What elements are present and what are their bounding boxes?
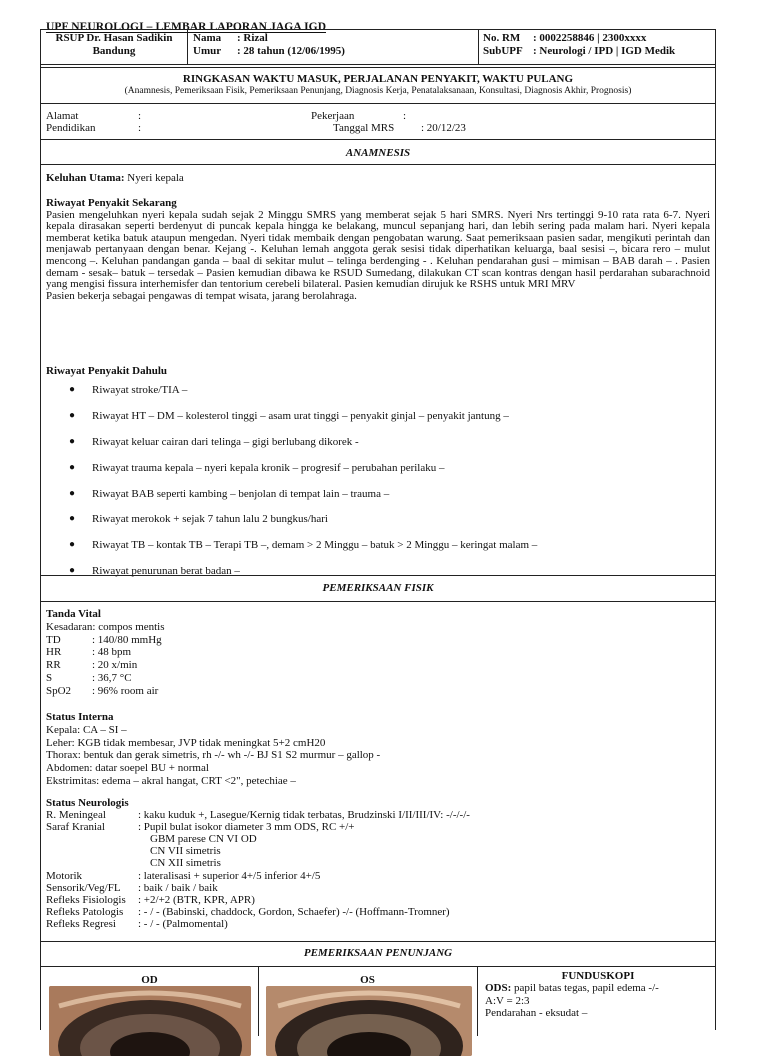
neuro-label: Refleks Regresi — [46, 917, 116, 930]
funduskopi-block — [485, 970, 711, 1019]
pendidikan-value: : — [138, 122, 142, 134]
os-eye-photo — [266, 986, 472, 1056]
anamnesis-heading: ANAMNESIS — [345, 147, 411, 159]
od-label: OD — [141, 974, 158, 986]
vital-label: SpO2 — [46, 684, 72, 697]
vital-value: : 48 bpm — [92, 646, 132, 659]
neuro-label: Saraf Kranial — [46, 821, 105, 834]
tanda-vital — [46, 608, 165, 698]
nama-value: : Rizal — [237, 32, 268, 44]
status-interna — [46, 711, 380, 788]
neuro-row — [46, 918, 470, 930]
list-item — [67, 384, 537, 410]
rps-title: Riwayat Penyakit Sekarang — [46, 197, 177, 209]
vital-row — [46, 659, 165, 672]
vital-value: : 96% room air — [92, 684, 159, 697]
umur-label: Umur — [193, 45, 222, 57]
neuro-value: : baik / baik / baik — [138, 881, 218, 894]
kesadaran: Kesadaran: compos mentis — [46, 620, 165, 633]
bullet-icon: ● — [69, 384, 76, 395]
list-item — [67, 462, 537, 488]
alamat-row — [46, 110, 141, 122]
neuro-label: R. Meningeal — [46, 809, 106, 822]
record-block — [483, 32, 675, 58]
rule — [41, 139, 715, 140]
bullet-icon: ● — [69, 409, 76, 421]
rule — [41, 67, 715, 68]
rpd-item: Riwayat penurunan berat badan – — [92, 565, 240, 578]
fundus-text: papil batas tegas, papil edema -/- — [511, 982, 659, 995]
nama-label: Nama — [193, 32, 222, 44]
report-frame — [40, 29, 716, 1030]
interna-line: Leher: KGB tidak membesar, JVP tidak meningkat 5+2 cmH20 — [46, 736, 326, 749]
vital-value: : 20 x/min — [92, 659, 138, 672]
header-divider-2 — [478, 30, 479, 64]
rpd-item: Riwayat TB – kontak TB – Terapi TB –, demam > 2 Minggu – batuk > 2 Minggu – keringat malam – — [92, 539, 538, 552]
rpd-item: Riwayat trauma kepala – nyeri kepala kronik – progresif – perubahan perilaku – — [92, 461, 445, 474]
rpd-item: Riwayat HT – DM – kolesterol tinggi – asam urat tinggi – penyakit ginjal – penyakit jantung – — [92, 409, 509, 422]
list-item — [67, 513, 537, 539]
vital-label: S — [46, 671, 53, 684]
rule — [41, 941, 715, 942]
mrs-label: Tanggal MRS — [333, 122, 395, 134]
rm-value: : 0002258846 | 2300xxxx — [533, 32, 647, 44]
neuro-row — [46, 857, 470, 869]
neuro-row — [46, 833, 470, 845]
os-label: OS — [360, 974, 375, 986]
rule — [41, 103, 715, 104]
fundus-title: FUNDUSKOPI — [561, 970, 635, 982]
status-neurologis — [46, 797, 470, 930]
bullet-icon: ● — [69, 435, 76, 447]
list-item — [67, 539, 537, 565]
neuro-row — [46, 870, 470, 882]
hospital-line-2: Bandung — [92, 45, 136, 57]
pendidikan-row — [46, 122, 141, 134]
neuro-label: Sensorik/Veg/FL — [46, 881, 121, 894]
bullet-icon: ● — [69, 487, 76, 499]
rpd-item: Riwayat stroke/TIA – — [92, 384, 188, 396]
mrs-value: : 20/12/23 — [421, 122, 466, 134]
pekerjaan-row — [311, 110, 406, 122]
list-item — [67, 488, 537, 514]
fundus-line — [485, 982, 711, 994]
vital-value: : 140/80 mmHg — [92, 633, 162, 646]
neuro-value: : - / - (Palmomental) — [138, 917, 228, 930]
hospital-line-1: RSUP Dr. Hasan Sadikin — [55, 32, 173, 44]
umur-value: : 28 tahun (12/06/1995) — [237, 45, 345, 57]
rule — [41, 575, 715, 576]
keluhan-value: Nyeri kepala — [124, 172, 184, 184]
vital-label: RR — [46, 659, 61, 672]
rps-block — [46, 198, 710, 302]
column-divider — [477, 966, 478, 1036]
keluhan-label: Keluhan Utama: — [46, 172, 125, 184]
neuro-value: : kaku kuduk +, Lasegue/Kernig tidak terbatas, Brudzinski I/II/III/IV: -/-/-/- — [138, 809, 470, 822]
od-eye-photo — [49, 986, 251, 1056]
rpd-list — [67, 384, 537, 591]
tv-title: Tanda Vital — [46, 608, 101, 620]
mrs-row — [333, 122, 466, 134]
interna-line: Kepala: CA – SI – — [46, 723, 127, 736]
header-divider-1 — [187, 30, 188, 64]
si-title: Status Interna — [46, 711, 114, 723]
rule — [41, 966, 715, 967]
vital-row — [46, 685, 165, 698]
interna-line: Thorax: bentuk dan gerak simetris, rh -/- wh -/- BJ S1 S2 murmur – gallop - — [46, 749, 381, 762]
neuro-row — [46, 894, 470, 906]
rpd-title-text: Riwayat Penyakit Dahulu — [46, 365, 168, 377]
interna-line: Abdomen: datar soepel BU + normal — [46, 762, 209, 775]
neuro-value: : Pupil bulat isokor diameter 3 mm ODS, RC +/+ — [138, 821, 355, 834]
pendidikan-label: Pendidikan — [46, 122, 96, 134]
neuro-row — [46, 906, 470, 918]
vital-row — [46, 672, 165, 685]
rps-text: Pasien mengeluhkan nyeri kepala sudah sejak 2 Minggu SMRS yang memberat sejak 5 hari SMRS. Nyeri Nrs tertinggi 9-10 rata rata 6-7. Nyeri kepala dirasakan seperti berdenyut di puncak kepala hingga ke belakang, muncul sepanjang hari, dan lebih sering pada malam hari. Nyeri kepala memberat ketika batuk ataupun mengedan. Nyeri tidak membaik dengan pengobatan warung. Saat pemeriksaan pasien sadar, mengikuti perintah dan menjawab pertanyaan dengan benar. Kejang -. Keluhan lemah anggota gerak sesisi tidak diperhatikan keluarga, baal sesisi –, bicara rero – mulut mencong –. Keluhan pandangan ganda – baal di sekitar mulut – telinga berdenging - . Keluhan pendarahan gusi – mimisan – BAB darah – . Pasien demam - sesak– batuk – tersedak – Pasien kemudian dibawa ke RSUD Sumedang, dilakukan CT scan kontras dengan hasil perdarahan subarachnoid yang mengisi fissura interhemisfer dan tentorium cerebeli bilateral. Pasien kemudian dirujuk ke RSHS untuk MRI MRV — [46, 208, 710, 291]
summary-subtitle: (Anamnesis, Pemeriksaan Fisik, Pemeriksaan Penunjang, Diagnosis Kerja, Penatalaksanaan, Konsultasi, Diagnosis Akhir, Prognosis) — [124, 86, 632, 96]
subupf-label: SubUPF — [483, 45, 523, 57]
fundus-lead: ODS: — [485, 982, 512, 995]
vital-label: HR — [46, 646, 62, 659]
list-item — [67, 410, 537, 436]
interna-line: Ekstrimitas: edema – akral hangat, CRT <2", petechiae – — [46, 774, 296, 787]
vital-label: TD — [46, 633, 61, 646]
vital-row — [46, 634, 165, 647]
eye-photo-icon — [49, 986, 251, 1056]
alamat-label: Alamat — [46, 110, 79, 122]
hospital-name — [41, 32, 187, 58]
neuro-value: GBM parese CN VI OD — [150, 833, 257, 846]
neuro-row — [46, 809, 470, 821]
bullet-icon: ● — [69, 461, 76, 473]
neuro-value: CN VII simetris — [150, 845, 221, 858]
sn-title: Status Neurologis — [46, 797, 129, 809]
rpd-item: Riwayat merokok + sejak 7 tahun lalu 2 bungkus/hari — [92, 513, 328, 526]
neuro-value: : - / - (Babinski, chaddock, Gordon, Schaefer) -/- (Hoffmann-Tromner) — [138, 905, 450, 918]
bullet-icon: ● — [69, 513, 76, 525]
document-title: UPF NEUROLOGI – LEMBAR LAPORAN JAGA IGD — [46, 21, 327, 33]
rpd-item: Riwayat keluar cairan dari telinga – gigi berlubang dikorek - — [92, 435, 359, 448]
rule — [41, 164, 715, 165]
rule — [41, 64, 715, 65]
bullet-icon: ● — [69, 539, 76, 551]
alamat-value: : — [138, 110, 142, 122]
neuro-label: Refleks Fisiologis — [46, 893, 126, 906]
rpd-title — [46, 366, 710, 378]
fundus-line: Pendarahan - eksudat – — [485, 1006, 588, 1019]
eye-photo-icon — [266, 986, 472, 1056]
neuro-value: : +2/+2 (BTR, KPR, APR) — [138, 893, 255, 906]
bullet-icon: ● — [69, 565, 76, 577]
neuro-row — [46, 882, 470, 894]
keluhan-utama — [46, 173, 710, 185]
pekerjaan-value: : — [403, 110, 407, 122]
neuro-value: : lateralisasi + superior 4+/5 inferior 4+/5 — [138, 869, 321, 882]
rm-label: No. RM — [483, 32, 521, 44]
rpd-item: Riwayat BAB seperti kambing – benjolan di tempat lain – trauma – — [92, 487, 390, 500]
neuro-label: Motorik — [46, 869, 83, 882]
rule — [41, 601, 715, 602]
pemeriksaan-fisik-heading: PEMERIKSAAN FISIK — [322, 582, 434, 594]
vital-row — [46, 646, 165, 659]
neuro-row — [46, 821, 470, 833]
rps-text-2: Pasien bekerja sebagai pengawas di tempat wisata, jarang berolahraga. — [46, 289, 357, 302]
neuro-value: CN XII simetris — [150, 857, 221, 870]
patient-block — [193, 32, 345, 58]
neuro-label: Refleks Patologis — [46, 905, 124, 918]
penunjang-heading: PEMERIKSAAN PENUNJANG — [303, 947, 453, 959]
list-item — [67, 436, 537, 462]
vital-value: : 36,7 °C — [92, 671, 132, 684]
subupf-value: : Neurologi / IPD | IGD Medik — [533, 45, 676, 57]
neuro-row — [46, 845, 470, 857]
fundus-line: A:V = 2:3 — [485, 994, 530, 1007]
summary-title: RINGKASAN WAKTU MASUK, PERJALANAN PENYAKIT, WAKTU PULANG — [182, 73, 574, 85]
pekerjaan-label: Pekerjaan — [311, 110, 355, 122]
